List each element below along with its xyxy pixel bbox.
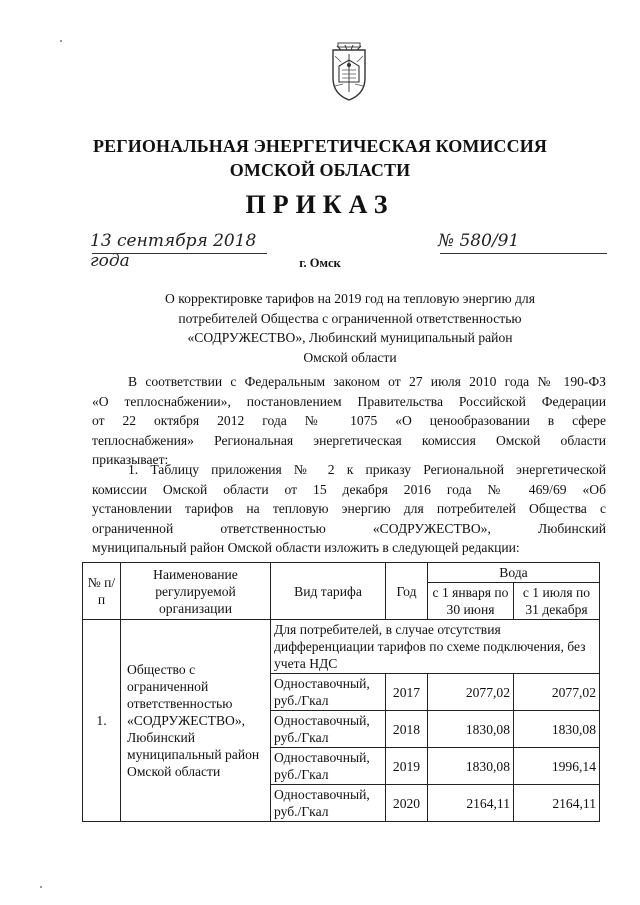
tariff-type-cell: Одноставочный, руб./Гкал bbox=[271, 711, 386, 748]
table-row bbox=[83, 620, 600, 674]
header-period-2: с 1 июля по 31 декабря bbox=[514, 583, 600, 620]
subject-line: «СОДРУЖЕСТВО», Любинский муниципальный район bbox=[187, 330, 513, 345]
tariff-h1-cell: 1830,08 bbox=[428, 748, 514, 785]
header-period-1: с 1 января по 30 июня bbox=[428, 583, 514, 620]
subject-line: Омской области bbox=[303, 349, 397, 365]
year-cell: 2020 bbox=[386, 785, 428, 822]
number-underline bbox=[440, 253, 607, 254]
table-header-row bbox=[83, 563, 600, 583]
paragraph-line: В соответствии с Федеральным законом от 27 июля 2010 года № 190-ФЗ bbox=[128, 374, 606, 389]
header-year: Год bbox=[386, 563, 428, 620]
document-type-title: ПРИКАЗ bbox=[245, 190, 395, 219]
city-label: г. Омск bbox=[299, 256, 341, 270]
paragraph-line: установлении тарифов на тепловую энергию для потребителей Общества с bbox=[92, 501, 606, 516]
order-subject bbox=[150, 289, 550, 367]
item-1-paragraph bbox=[92, 460, 606, 558]
tariff-h2-cell: 1996,14 bbox=[514, 748, 600, 785]
paragraph-line: комиссии Омской области от 15 декабря 2016 года № 469/69 «Об bbox=[92, 481, 606, 497]
organization-name-line1: РЕГИОНАЛЬНАЯ ЭНЕРГЕТИЧЕСКАЯ КОМИССИЯ bbox=[93, 136, 547, 156]
row-number: 1. bbox=[83, 620, 121, 822]
handwritten-order-number: № 580/91 bbox=[438, 231, 520, 251]
subject-line: О корректировке тарифов на 2019 год на тепловую энергию для bbox=[165, 291, 535, 306]
tariff-h1-cell: 1830,08 bbox=[428, 711, 514, 748]
tariff-h2-cell: 2164,11 bbox=[514, 785, 600, 822]
tariff-h1-cell: 2164,11 bbox=[428, 785, 514, 822]
coat-of-arms-emblem bbox=[327, 42, 371, 102]
date-underline bbox=[92, 253, 267, 254]
paragraph-line: ограниченной ответственностью «СОДРУЖЕСТВО», Любинский bbox=[92, 520, 606, 536]
year-cell: 2019 bbox=[386, 748, 428, 785]
organization-name-line2: ОМСКОЙ ОБЛАСТИ bbox=[229, 160, 411, 180]
paragraph-line: от 22 октября 2012 года № 1075 «О ценообразовании в сфере bbox=[92, 413, 606, 428]
tariff-type-cell: Одноставочный, руб./Гкал bbox=[271, 748, 386, 785]
paragraph-line: теплоснабжения» Региональная энергетическая комиссия Омской области bbox=[92, 432, 606, 448]
scan-speck bbox=[60, 40, 62, 42]
tariff-h2-cell: 2077,02 bbox=[514, 674, 600, 711]
year-cell: 2017 bbox=[386, 674, 428, 711]
paragraph-line: «О теплоснабжении», постановлением Правительства Российской Федерации bbox=[92, 393, 606, 409]
handwritten-date: 13 сентября 2018 года bbox=[90, 231, 257, 271]
header-number: № п/п bbox=[83, 563, 121, 620]
tariff-h2-cell: 1830,08 bbox=[514, 711, 600, 748]
tariff-h1-cell: 2077,02 bbox=[428, 674, 514, 711]
header-water-group: Вода bbox=[428, 563, 600, 583]
paragraph-line: приказывает: bbox=[92, 452, 169, 467]
organization-cell: Общество с ограниченной ответственностью «СОДРУЖЕСТВО», Любинский муниципальный район Омской области bbox=[121, 620, 271, 822]
tariff-table bbox=[82, 562, 600, 822]
omsk-coat-of-arms-icon bbox=[327, 42, 371, 102]
paragraph-line: муниципальный район Омской области изложить в следующей редакции: bbox=[92, 540, 520, 555]
scan-speck bbox=[40, 886, 42, 888]
tariff-type-cell: Одноставочный, руб./Гкал bbox=[271, 785, 386, 822]
tariff-type-cell: Одноставочный, руб./Гкал bbox=[271, 674, 386, 711]
paragraph-line: 1. Таблицу приложения № 2 к приказу Региональной энергетической bbox=[128, 462, 606, 477]
year-cell: 2018 bbox=[386, 711, 428, 748]
preamble-paragraph bbox=[92, 372, 606, 470]
consumers-note-cell: Для потребителей, в случае отсутствия дифференциации тарифов по схеме подключения, без учета НДС bbox=[271, 620, 600, 674]
header-organization: Наименование регулируемой организации bbox=[121, 563, 271, 620]
subject-line: потребителей Общества с ограниченной ответственностью bbox=[178, 310, 522, 326]
header-tariff-type: Вид тарифа bbox=[271, 563, 386, 620]
